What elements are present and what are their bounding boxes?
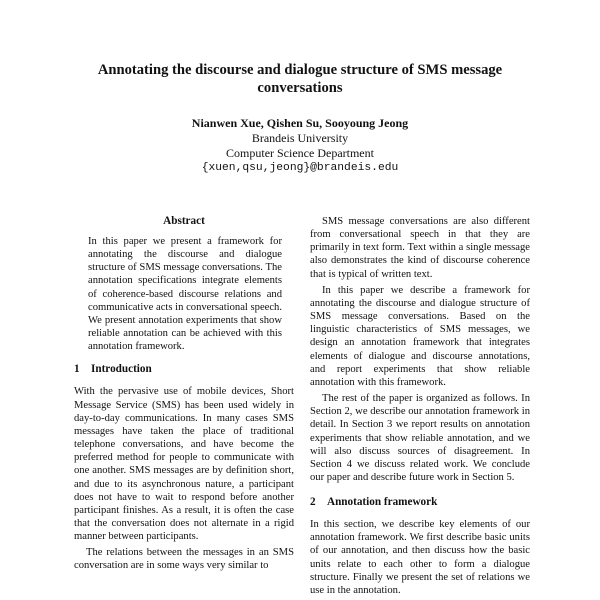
section-heading-annotation-framework	[310, 496, 530, 509]
body-paragraph: SMS message conversations are also different from conversational speech in that they are primarily in text form. Text within a single message also demonstrates the kind of discourse coherence that is typical of written text.	[310, 216, 530, 280]
paper-title: Annotating the discourse and dialogue structure of SMS message conversations	[97, 62, 503, 96]
author-email: {xuen,qsu,jeong}@brandeis.edu	[201, 162, 399, 174]
body-paragraph: With the pervasive use of mobile devices, Short Message Service (SMS) has been used widely in day-to-day communications. In many cases SMS messages have taken the place of traditional telephone conversations, and have become the preferred method for people to communicate with one another. SMS messages are by definition short, and due to its asynchronous nature, a participant does not have to wait to respond before another participant finishes. As a result, it is often the case that the conversation does not alternate in a rigid manner between participants.	[74, 386, 294, 543]
body-paragraph: In this paper we describe a framework for annotating the discourse and dialogue structure of SMS message conversations. Based on the linguistic characteristics of SMS messages, we design an annotation framework that integrates elements of dialogue and discourse annotations, and report experiments that show reliable annotation with this framework.	[310, 284, 530, 388]
author-names: Nianwen Xue, Qishen Su, Sooyoung Jeong	[191, 116, 409, 130]
abstract-heading: Abstract	[163, 215, 205, 227]
affiliation: Brandeis University	[251, 131, 349, 145]
section-title: Introduction	[91, 363, 152, 376]
body-paragraph: In this section, we describe key elements of our annotation framework. We first describe basic units of our annotation, and then discuss how the basic units relate to each other to form a dialogue structure. Finally we present the set of relations we use in the annotation.	[310, 519, 530, 596]
department: Computer Science Department	[226, 146, 374, 160]
left-column	[74, 215, 294, 573]
body-paragraph: The rest of the paper is organized as follows. In Section 2, we describe our annotation framework in detail. In Section 3 we report results on annotation experiments that show reliable annotation, and we will also discuss sources of disagreement. In Section 4 we discuss related work. We conclude our paper and describe future work in Section 5.	[310, 393, 530, 483]
author-block	[100, 116, 500, 176]
abstract-text: In this paper we present a framework for annotating the discourse and dialogue structure of SMS message conversations. The annotation specifications integrate elements of coherence-based discourse relations and communicative acts in conversational speech. We present annotation experiments that show reliable annotation can be achieved with this annotation framework.	[88, 236, 282, 353]
right-column	[310, 215, 530, 597]
section-number: 2	[310, 496, 316, 509]
section-number: 1	[74, 363, 80, 376]
section-heading-introduction	[74, 363, 294, 376]
body-paragraph: The relations between the messages in an SMS conversation are in some ways very similar to	[74, 547, 294, 572]
section-title: Annotation framework	[327, 496, 438, 509]
